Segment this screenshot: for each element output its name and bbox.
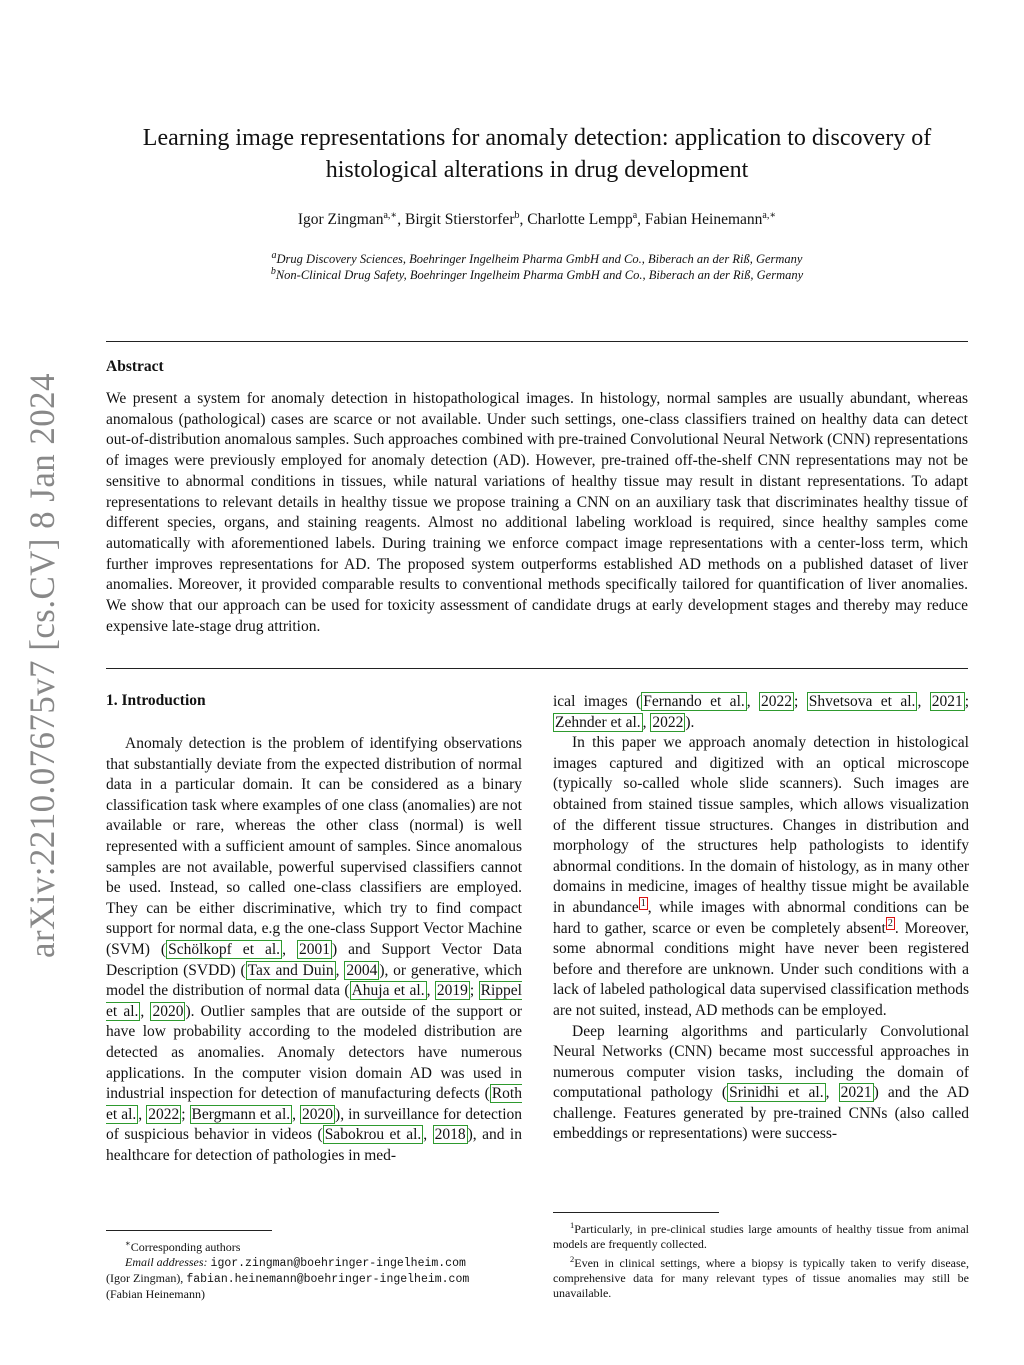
- citation-link[interactable]: 2022: [652, 713, 684, 731]
- author-list: Igor Zingman$^{a,∗}$, Birgit Stierstorfer$^b$, Charlotte Lempp$^a$, Fabian Heinemann$^{a,∗}$: [297, 210, 777, 229]
- author-affiliation-mark: a: [632, 210, 638, 221]
- intro-paragraph-1-continued: ical images ( Fernando et al. , 2022 ; Shvetsova et al. , 2021 ; Zehnder et al. , 2022 ).: [553, 693, 970, 731]
- footnote-rule-left: [106, 1230, 272, 1231]
- affiliation-mark: b: [270, 266, 276, 277]
- intro-paragraph-2: In this paper we approach anomaly detection in histological images captured and digitized with an optical microscope (typically so-called whole slide scanners). Such images are obtained from stained tissue samples, which allows visualization of the different tissue structures. Changes in distribution and morphology of the structures help pathologists to identify abnormal conditions. In the domain of histology, as in many other domains in medicine, images of healthy tissue might be available in abundance $^1$ , while images with abnormal conditions can be hard to gather, scarce or even be completely absent $^2$ . Moreover, some abnormal conditions might have never been registered before and therefore are unknown. Under such conditions with a lack of labeled pathological data supervised classification methods are not suited, instead, AD methods can be employed.: [553, 734, 969, 1019]
- citation-link[interactable]: Sabokrou et al.: [324, 1126, 422, 1144]
- citation-link[interactable]: 2021: [840, 1084, 872, 1102]
- right-column: [553, 692, 969, 1145]
- intro-paragraph-1: Anomaly detection is the problem of identifying observations that substantially deviate from the expected distribution of normal data in a particular domain. It can be considered as a binary classification task where examples of one class (anomalies) are not available or rare, whereas the other class (normal) is well represented with a sufficient amount of samples. Since anomalous samples are not available, powerful supervised classifiers cannot be used. Instead, so called one-class classifiers are employed. They can be either discriminative, which try to find compact support for normal data, e.g the one-class Support Vector Machine (SVM) ( Schölkopf et al. , 2001 ) and Support Vector Data Description (SVDD) ( Tax and Duin , 2004 ), or generative, which model the distribution of normal data ( Ahuja et al. , 2019 ; Rippel et al. , 2020 ). Outlier samples that are outside of the support or have low probability according to the modeled distribution are detected as anomalies. Anomaly detectors have numerous applications. In the computer vision domain AD was used in industrial inspection for detection of manufacturing defects ( Roth et al. , 2022 ; Bergmann et al. , 2020 ), in surveillance for detection of suspicious behavior in videos ( Sabokrou et al. , 2018 ), and in healthcare for detection of pathologies in med-: [106, 735, 523, 1164]
- citation-link[interactable]: Fernando et al.: [643, 693, 745, 710]
- affiliation-b: [100, 264, 974, 283]
- citation-link[interactable]: 2019: [436, 982, 468, 1000]
- intro-paragraph-3: Deep learning algorithms and particularly Convolutional Neural Networks (CNN) became most successful approaches in numerous computer vision tasks, including the domain of computational pathology ( Srinidhi et al. , 2021 ) and the AD challenge. Features generated by pre-trained CNNs (also called embeddings or representations) were success-: [553, 1022, 970, 1143]
- abstract-bottom-rule: [106, 668, 968, 669]
- citation-link[interactable]: 2021: [931, 693, 963, 710]
- author-affiliation-mark: b: [514, 210, 520, 221]
- citation-link[interactable]: Bergmann et al.: [191, 1105, 291, 1123]
- affiliation-text: Non-Clinical Drug Safety, Boehringer Ingelheim Pharma GmbH and Co., Biberach an der Riß, Germany: [275, 268, 804, 283]
- author-name: Igor Zingman: [297, 211, 384, 229]
- citation-link[interactable]: Srinidhi et al.: [729, 1084, 824, 1102]
- title-line-1: Learning image representations for anomaly detection: application to discovery of: [142, 125, 932, 151]
- footnote-rule-right: [553, 1212, 719, 1213]
- arxiv-identifier: arXiv:2210.07675v7 [cs.CV] 8 Jan 2024: [22, 368, 62, 958]
- abstract-top-rule: [106, 341, 968, 342]
- author-affiliation-mark: a,∗: [762, 210, 777, 221]
- citation-link[interactable]: Rippel et al.: [106, 982, 522, 1020]
- citation-link[interactable]: 2022: [148, 1105, 180, 1123]
- citation-link[interactable]: Roth et al.: [106, 1085, 522, 1123]
- arxiv-sidebar-stamp: [8, 368, 68, 968]
- author-name: Charlotte Lempp: [527, 211, 633, 229]
- citation-link[interactable]: 2022: [761, 693, 793, 710]
- author-name: Birgit Stierstorfer: [404, 211, 515, 229]
- citation-link[interactable]: Shvetsova et al.: [808, 693, 916, 710]
- title-line-2: histological alterations in drug development: [325, 157, 749, 183]
- left-column: [106, 734, 522, 1166]
- affiliation-text: Drug Discovery Sciences, Boehringer Ingelheim Pharma GmbH and Co., Biberach an der Riß, Germany: [276, 252, 803, 267]
- citation-link[interactable]: 2001: [298, 940, 330, 958]
- abstract-heading: Abstract: [106, 358, 164, 375]
- footnote-2: $^2$Even in clinical settings, where a biopsy is typically taken to verify disease, comprehensive data for many relevant types of tissue anomalies may still be unavailable.: [553, 1254, 969, 1300]
- footnote-1: $^1$Particularly, in pre-clinical studies large amounts of healthy tissue from animal models are frequently collected.: [553, 1220, 969, 1251]
- citation-link[interactable]: 2004: [346, 961, 378, 979]
- footnote-corresponding: ∗Corresponding authors Email addresses: igor.zingman@boehringer-ingelheim.com (Igor Zingman), fabian.heinemann@boehringer-ingelheim.com (Fabian Heinemann): [106, 1238, 470, 1301]
- citation-link[interactable]: 2020: [152, 1002, 184, 1020]
- citation-link[interactable]: 2018: [434, 1126, 466, 1144]
- abstract-body: We present a system for anomaly detection in histopathological images. In histology, normal samples are usually abundant, whereas anomalous (pathological) cases are scarce or not available. Under such settings, one-class classifiers trained on healthy data can detect out-of-distribution anomalous samples. Such approaches combined with pre-trained Convolutional Neural Network (CNN) representations of images were previously employed for anomaly detection (AD). However, pre-trained off-the-shelf CNN representations may not be sensitive to abnormal conditions in tissues, while natural variations of healthy tissue may result in distant representations. To adapt representations to relevant details in healthy tissue we propose training a CNN on an auxiliary task that discriminates healthy tissue of different species, organs, and staining reagents. Almost no additional labeling workload is required, since healthy samples come automatically with aforementioned labels. During training we enforce compact image representations with a center-loss term, which further improves representations for AD. The proposed system outperforms established AD methods on a published dataset of liver anomalies. Moreover, it provided comparable results to conventional methods specifically tailored for quantification of liver anomalies. We show that our approach can be used for toxicity assessment of candidate drugs at early development stages and thereby may reduce expensive late-stage drug attrition.: [106, 390, 968, 635]
- citation-link[interactable]: 2020: [302, 1105, 334, 1123]
- footnote-ref-2[interactable]: 2: [887, 918, 893, 930]
- author-name: Fabian Heinemann: [644, 211, 763, 229]
- email-link[interactable]: igor.zingman@boehringer-ingelheim.com: [210, 1257, 466, 1270]
- citation-link[interactable]: Tax and Duin: [247, 961, 334, 979]
- section-heading-introduction: 1. Introduction: [106, 692, 206, 709]
- affiliation-mark: a: [271, 250, 277, 261]
- author-affiliation-mark: a,∗: [383, 210, 398, 221]
- citation-link[interactable]: Ahuja et al.: [351, 982, 425, 1000]
- footnote-ref-1[interactable]: 1: [640, 897, 646, 909]
- email-link[interactable]: fabian.heinemann@boehringer-ingelheim.com: [186, 1273, 470, 1286]
- citation-link[interactable]: Zehnder et al.: [555, 713, 641, 731]
- citation-link[interactable]: Schölkopf et al.: [168, 940, 281, 958]
- paper-title: [100, 122, 974, 186]
